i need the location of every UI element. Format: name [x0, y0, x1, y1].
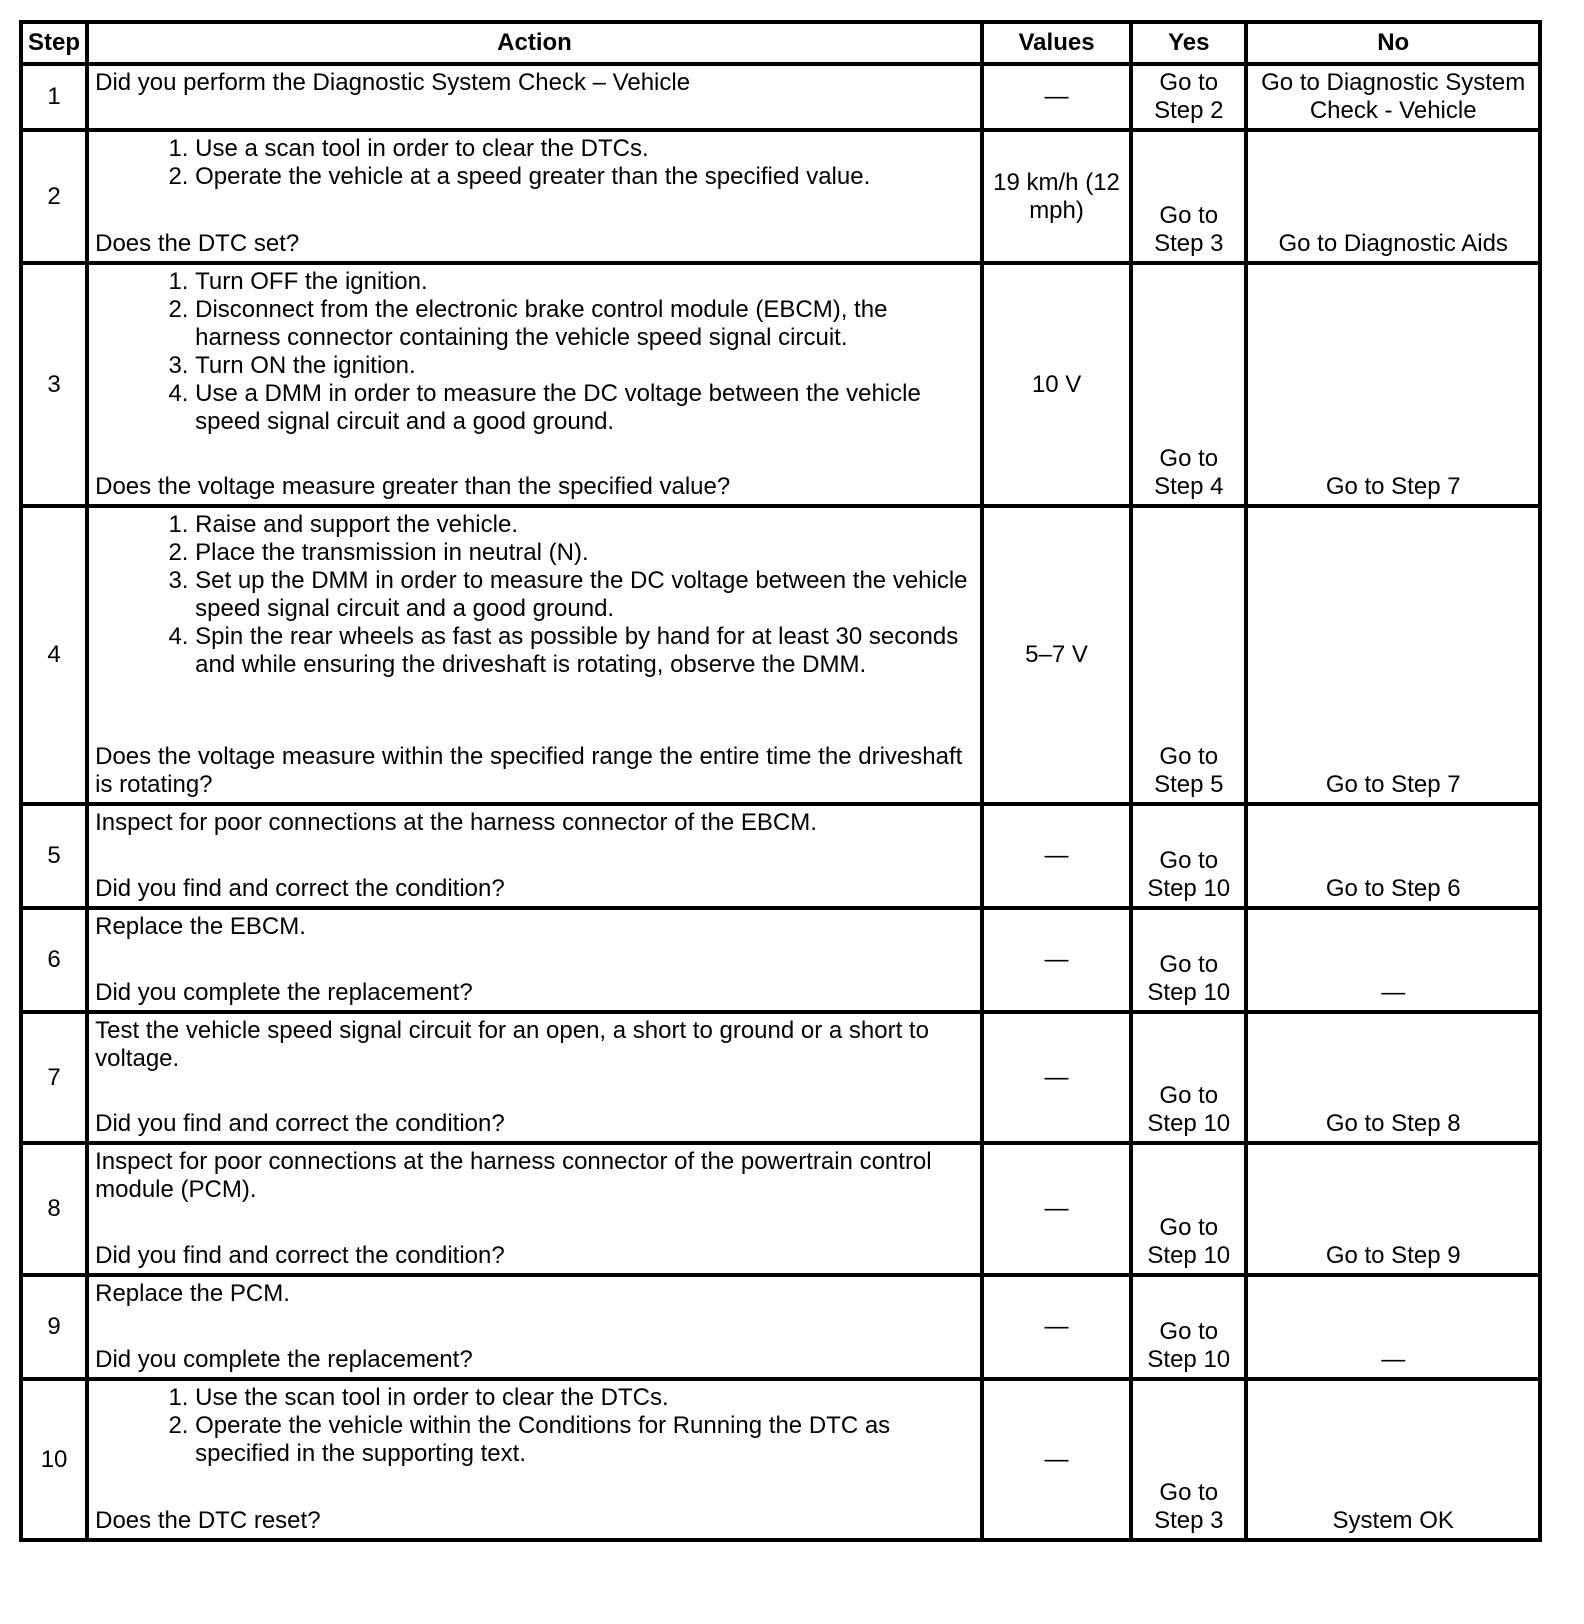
action-question: Did you find and correct the condition?: [95, 875, 505, 902]
value-cell: —: [982, 1143, 1131, 1275]
action-step: 1. Use the scan tool in order to clear the DTCs.: [195, 1384, 974, 1412]
header-values: Values: [982, 22, 1131, 64]
action-step: 1. Raise and support the vehicle.: [195, 511, 974, 539]
value-cell: 5–7 V: [982, 506, 1131, 804]
action-step: 2. Place the transmission in neutral (N).: [195, 539, 974, 567]
table-row: [21, 263, 1540, 506]
no-cell: Go to Step 6: [1246, 804, 1540, 908]
yes-cell: Go to Step 3: [1131, 130, 1246, 263]
value-cell: 19 km/h (12 mph): [982, 130, 1131, 263]
yes-cell: Go to Step 4: [1131, 263, 1246, 506]
table-row: [21, 1143, 1540, 1275]
step-number: 2: [21, 130, 87, 263]
step-number: 6: [21, 908, 87, 1012]
table-row: [21, 1012, 1540, 1143]
action-cell: [87, 1012, 982, 1143]
action-step: 4. Use a DMM in order to measure the DC voltage between the vehicle speed signal circuit and a good ground.: [195, 380, 974, 436]
no-cell: Go to Diagnostic Aids: [1246, 130, 1540, 263]
yes-cell: Go to Step 2: [1131, 64, 1246, 130]
step-number: 10: [21, 1379, 87, 1540]
step-number: 7: [21, 1012, 87, 1143]
value-cell: —: [982, 64, 1131, 130]
action-text: Did you perform the Diagnostic System Check – Vehicle: [95, 69, 691, 96]
value-cell: —: [982, 1379, 1131, 1540]
action-cell: [87, 908, 982, 1012]
action-steps-list: [95, 268, 974, 436]
value-cell: —: [982, 1275, 1131, 1379]
header-yes: Yes: [1131, 22, 1246, 64]
action-step: 2. Operate the vehicle at a speed greater than the specified value.: [195, 163, 974, 191]
action-question: Did you complete the replacement?: [95, 1346, 473, 1373]
action-step: 3. Set up the DMM in order to measure the DC voltage between the vehicle speed signal circuit and a good ground.: [195, 567, 974, 623]
table-row: [21, 64, 1540, 130]
no-cell: Go to Step 7: [1246, 263, 1540, 506]
action-question: Does the voltage measure within the specified range the entire time the driveshaft is rotating?: [95, 743, 963, 798]
no-cell: Go to Diagnostic System Check - Vehicle: [1246, 64, 1540, 130]
action-cell: [87, 1275, 982, 1379]
action-steps-list: [95, 135, 974, 191]
no-cell: Go to Step 9: [1246, 1143, 1540, 1275]
step-number: 5: [21, 804, 87, 908]
yes-cell: Go to Step 10: [1131, 804, 1246, 908]
action-step: 2. Operate the vehicle within the Conditions for Running the DTC as specified in the supporting text.: [195, 1412, 974, 1468]
action-text: Inspect for poor connections at the harness connector of the EBCM.: [95, 809, 817, 836]
action-cell: [87, 506, 982, 804]
yes-cell: Go to Step 5: [1131, 506, 1246, 804]
action-text: Test the vehicle speed signal circuit for an open, a short to ground or a short to voltage.: [95, 1017, 929, 1072]
action-steps-list: [95, 1384, 974, 1468]
no-cell: Go to Step 8: [1246, 1012, 1540, 1143]
value-cell: —: [982, 908, 1131, 1012]
action-text: Replace the PCM.: [95, 1280, 290, 1307]
action-question: Does the DTC reset?: [95, 1507, 321, 1534]
table-row: [21, 506, 1540, 804]
yes-cell: Go to Step 10: [1131, 1012, 1246, 1143]
header-row: [21, 22, 1540, 64]
header-no: No: [1246, 22, 1540, 64]
header-action: Action: [87, 22, 982, 64]
action-cell: [87, 130, 982, 263]
yes-cell: Go to Step 10: [1131, 908, 1246, 1012]
step-number: 3: [21, 263, 87, 506]
action-step: 1. Turn OFF the ignition.: [195, 268, 974, 296]
step-number: 8: [21, 1143, 87, 1275]
action-cell: [87, 64, 982, 130]
yes-cell: Go to Step 10: [1131, 1143, 1246, 1275]
action-question: Does the DTC set?: [95, 230, 300, 257]
table-row: [21, 1275, 1540, 1379]
action-question: Did you find and correct the condition?: [95, 1110, 505, 1137]
action-steps-list: [95, 511, 974, 679]
header-step: Step: [21, 22, 87, 64]
no-cell: —: [1246, 1275, 1540, 1379]
action-step: 1. Use a scan tool in order to clear the DTCs.: [195, 135, 974, 163]
no-cell: System OK: [1246, 1379, 1540, 1540]
value-cell: —: [982, 1012, 1131, 1143]
action-step: 4. Spin the rear wheels as fast as possible by hand for at least 30 seconds and while ensuring the driveshaft is rotating, observe the DMM.: [195, 623, 974, 679]
value-cell: —: [982, 804, 1131, 908]
table-row: [21, 908, 1540, 1012]
yes-cell: Go to Step 10: [1131, 1275, 1246, 1379]
action-text: Replace the EBCM.: [95, 913, 306, 940]
diagnostic-table: [19, 20, 1542, 1542]
action-question: Does the voltage measure greater than the specified value?: [95, 473, 731, 500]
yes-cell: Go to Step 3: [1131, 1379, 1246, 1540]
table-row: [21, 1379, 1540, 1540]
step-number: 9: [21, 1275, 87, 1379]
action-text: Inspect for poor connections at the harness connector of the powertrain control module (PCM).: [95, 1148, 932, 1203]
step-number: 4: [21, 506, 87, 804]
action-step: 2. Disconnect from the electronic brake control module (EBCM), the harness connector containing the vehicle speed signal circuit.: [195, 296, 974, 352]
action-question: Did you find and correct the condition?: [95, 1242, 505, 1269]
action-cell: [87, 1379, 982, 1540]
table-row: [21, 130, 1540, 263]
no-cell: Go to Step 7: [1246, 506, 1540, 804]
action-step: 3. Turn ON the ignition.: [195, 352, 974, 380]
action-cell: [87, 1143, 982, 1275]
table-row: [21, 804, 1540, 908]
value-cell: 10 V: [982, 263, 1131, 506]
action-cell: [87, 263, 982, 506]
step-number: 1: [21, 64, 87, 130]
no-cell: —: [1246, 908, 1540, 1012]
action-question: Did you complete the replacement?: [95, 979, 473, 1006]
action-cell: [87, 804, 982, 908]
